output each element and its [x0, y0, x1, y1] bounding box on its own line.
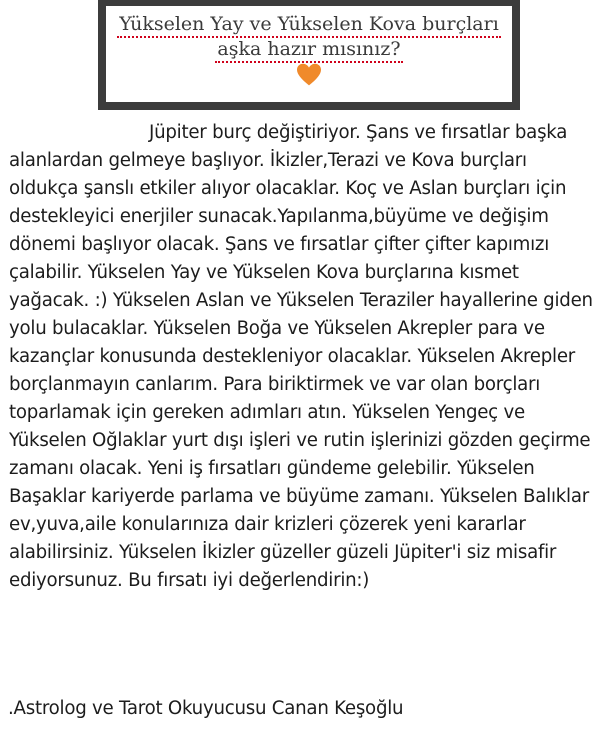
banner-title-line2: aşka hazır mısınız? — [215, 38, 402, 63]
banner-title-line1: Yükselen Yay ve Yükselen Kova burçları — [117, 13, 501, 38]
author-signature: .Astrolog ve Tarot Okuyucusu Canan Keşoğlu — [8, 698, 404, 719]
article-paragraph-text: Jüpiter burç değiştiriyor. Şans ve fırsatlar başka alanlardan gelmeye başlıyor. İkizler,Terazi ve Kova burçları oldukça şanslı etkiler alıyor olacaklar. Koç ve Aslan burçları için destekleyici enerjiler sunacak.Yapılanma,büyüme ve değişim dönemi başlıyor olacak. Şans ve fırsatlar çifter çifter kapımızı çalabilir. Yükselen Yay ve Yükselen Kova burçlarına kısmet yağacak. :) Yükselen Aslan ve Yükselen Teraziler hayallerine giden yolu bulacaklar. Yükselen Boğa ve Yükselen Akrepler para ve kazançlar konusunda destekleniyor olacaklar. Yükselen Akrepler borçlanmayın canlarım. Para biriktirmek ve var olan borçları toparlamak için gereken adımları atın. Yükselen Yengeç ve Yükselen Oğlaklar yurt dışı işleri ve rutin işlerinizi gözden geçirme zamanı olacak. Yeni iş fırsatları gündeme gelebilir. Yükselen Başaklar kariyerde parlama ve büyüme zamanı. Yükselen Balıklar ev,yuva,aile konularınıza dair krizleri çözerek yeni kararlar alabilirsiniz. Yükselen İkizler güzeller güzeli Jüpiter'i siz misafir ediyorsunuz. Bu fırsatı iyi değerlendirin:) — [9, 122, 593, 591]
header-banner — [98, 0, 520, 110]
orange-heart-icon — [296, 63, 322, 87]
article-paragraph — [9, 119, 601, 595]
banner-card — [106, 6, 512, 102]
article-body — [9, 119, 601, 595]
